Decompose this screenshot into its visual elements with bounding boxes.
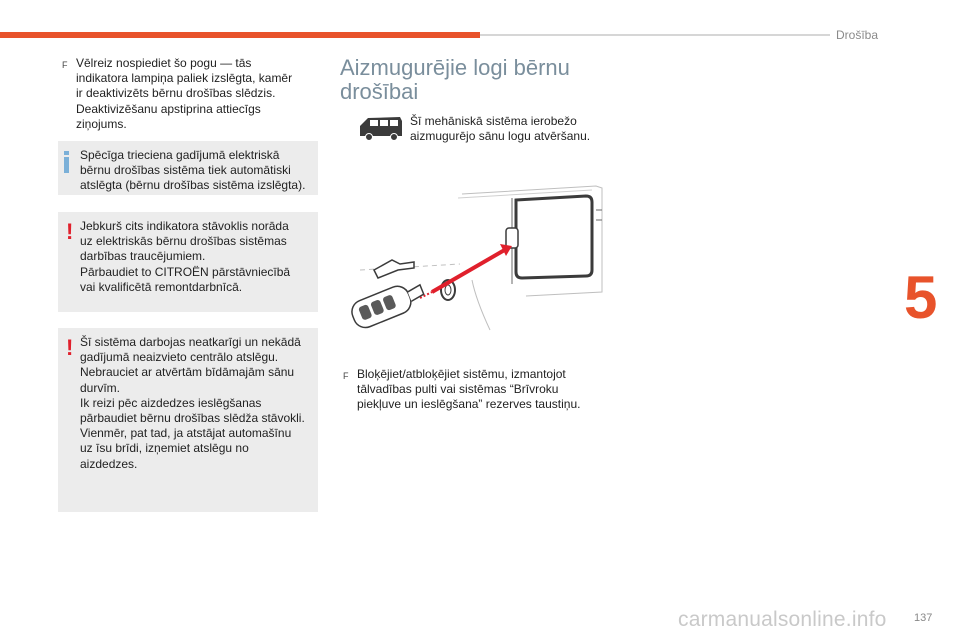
warning-note-1-text: Jebkurš cits indikatora stāvoklis norāda uz elektriskās bērnu drošības sistēmas darbības traucējumiem. Pārbaudiet to CITROËN pārstāvniecībā vai kvalificētā remontdarbnīcā. <box>80 219 291 294</box>
warning-icon: ! <box>66 335 74 360</box>
warning-note-1 <box>58 212 318 312</box>
section-title: Drošība <box>836 28 879 42</box>
section-heading: Aizmugurējie logi bērnu drošībai <box>340 55 570 104</box>
intro-text: Šī mehāniskā sistēma ierobežo aizmugurējo sānu logu atvēršanu. <box>410 114 591 144</box>
bullet-marker: F <box>62 60 68 70</box>
warning-note-2-text: Šī sistēma darbojas neatkarīgi un nekādā gadījumā neaizvieto centrālo atslēgu. Nebrauciet ar atvērtām bīdāmajām sānu durvīm. Ik reizi pēc aizdedzes ieslēgšanas pārbaudiet bērnu drošības slēdža stāvokli. Vienmēr, pat tad, ja atstājat automašīnu uz īsu brīdi, izņemiet atslēgu no aizdedzes. <box>80 335 305 471</box>
door-illustration <box>340 180 604 340</box>
bullet-paragraph: Vēlreiz nospiediet šo pogu — tās indikatora lampiņa paliek izslēgta, kamēr ir deaktivizēts bērnu drošības slēdzis. Deaktivizēšanu apstiprina attiecīgs ziņojums. <box>76 56 293 131</box>
header-rule <box>480 34 830 36</box>
warning-icon: ! <box>66 219 74 244</box>
watermark: carmanualsonline.info <box>678 608 887 631</box>
bullet-marker: F <box>343 371 349 381</box>
header-accent-rule <box>0 32 480 38</box>
info-note <box>58 141 318 195</box>
info-note-text: Spēcīga trieciena gadījumā elektriskā bērnu drošības sistēma tiek automātiski atslēgta (bērnu drošības sistēma izslēgta). <box>80 148 306 193</box>
bullet-paragraph: Bloķējiet/atbloķējiet sistēmu, izmantojot tālvadības pulti vai sistēmas “Brīvroku piekļuve un ieslēgšana” rezerves taustiņu. <box>357 367 581 412</box>
chapter-number: 5 <box>904 264 938 331</box>
van-icon <box>358 112 404 142</box>
warning-note-2 <box>58 328 318 512</box>
info-icon <box>64 151 70 173</box>
page-number: 137 <box>914 612 933 624</box>
